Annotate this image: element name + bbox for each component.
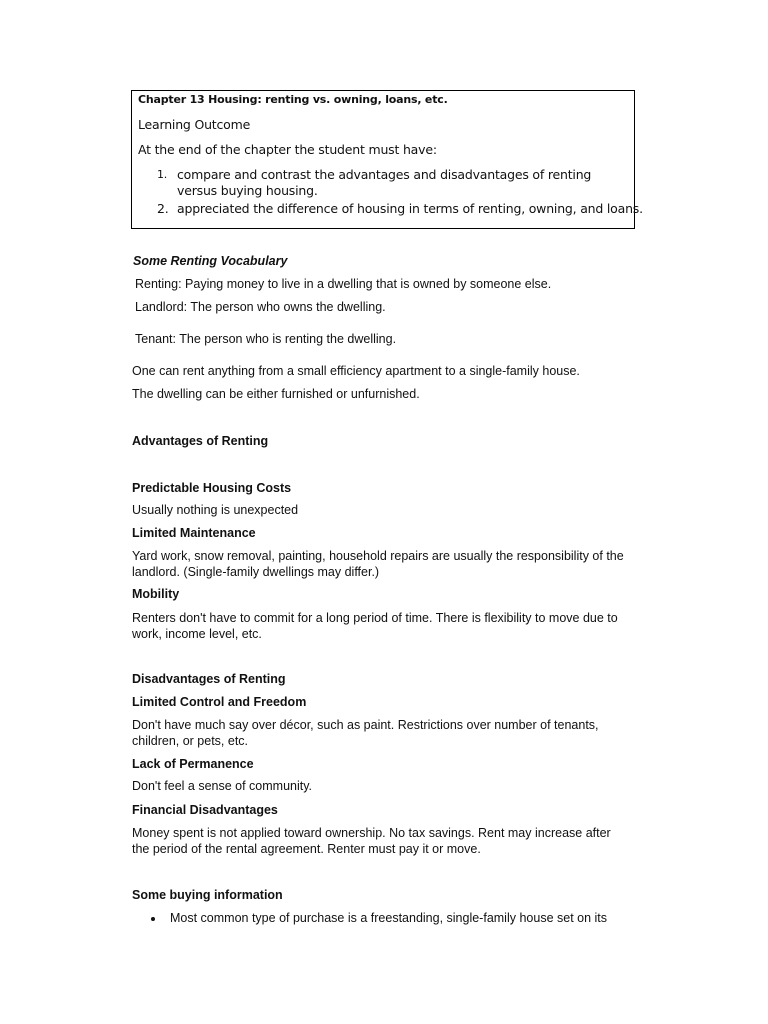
learning-outcome-intro: At the end of the chapter the student must have:: [138, 142, 437, 157]
advantage-title: Predictable Housing Costs: [132, 481, 292, 495]
vocab-heading: Some Renting Vocabulary: [133, 254, 288, 268]
vocab-paragraph: The dwelling can be either furnished or unfurnished.: [132, 387, 420, 401]
chapter-title: Chapter 13 Housing: renting vs. owning, loans, etc.: [138, 93, 448, 106]
advantages-heading: Advantages of Renting: [132, 434, 269, 448]
advantage-text: landlord. (Single-family dwellings may differ.): [132, 565, 380, 579]
advantage-text: Yard work, snow removal, painting, household repairs are usually the responsibility of the: [132, 549, 624, 563]
vocab-renting: Renting: Paying money to live in a dwelling that is owned by someone else.: [135, 277, 552, 291]
buying-bullet-text: Most common type of purchase is a freestanding, single-family house set on its: [170, 911, 608, 925]
disadvantage-text: the period of the rental agreement. Renter must pay it or move.: [132, 842, 481, 856]
outcome-item-2-line1: appreciated the difference of housing in terms of renting, owning, and loans.: [177, 201, 643, 216]
outcome-item-number: 2.: [157, 201, 169, 216]
buying-heading: Some buying information: [132, 888, 283, 902]
advantage-text: Usually nothing is unexpected: [132, 503, 299, 517]
advantage-text: Renters don't have to commit for a long period of time. There is flexibility to move due to: [132, 611, 618, 625]
vocab-landlord: Landlord: The person who owns the dwelling.: [135, 300, 386, 314]
advantage-title: Limited Maintenance: [132, 526, 256, 540]
outcome-item-1-line2: versus buying housing.: [177, 183, 318, 198]
learning-outcome-box: [131, 90, 643, 229]
outcome-item-number: 1.: [157, 168, 168, 181]
advantage-title: Mobility: [132, 587, 180, 601]
disadvantage-title: Lack of Permanence: [132, 757, 254, 771]
bullet-icon: [151, 917, 155, 921]
disadvantage-title: Financial Disadvantages: [132, 803, 278, 817]
disadvantage-text: children, or pets, etc.: [132, 734, 249, 748]
outcome-item-1-line1: compare and contrast the advantages and disadvantages of renting: [177, 167, 592, 182]
vocab-tenant: Tenant: The person who is renting the dwelling.: [135, 332, 397, 346]
disadvantage-text: Money spent is not applied toward ownership. No tax savings. Rent may increase after: [132, 826, 611, 840]
learning-outcome-heading: Learning Outcome: [138, 117, 251, 132]
disadvantage-title: Limited Control and Freedom: [132, 695, 307, 709]
disadvantage-text: Don't feel a sense of community.: [132, 779, 313, 793]
disadvantages-heading: Disadvantages of Renting: [132, 672, 286, 686]
disadvantage-text: Don't have much say over décor, such as paint. Restrictions over number of tenants,: [132, 718, 599, 732]
advantage-text: work, income level, etc.: [132, 627, 262, 641]
vocab-paragraph: One can rent anything from a small efficiency apartment to a single-family house.: [132, 364, 580, 378]
